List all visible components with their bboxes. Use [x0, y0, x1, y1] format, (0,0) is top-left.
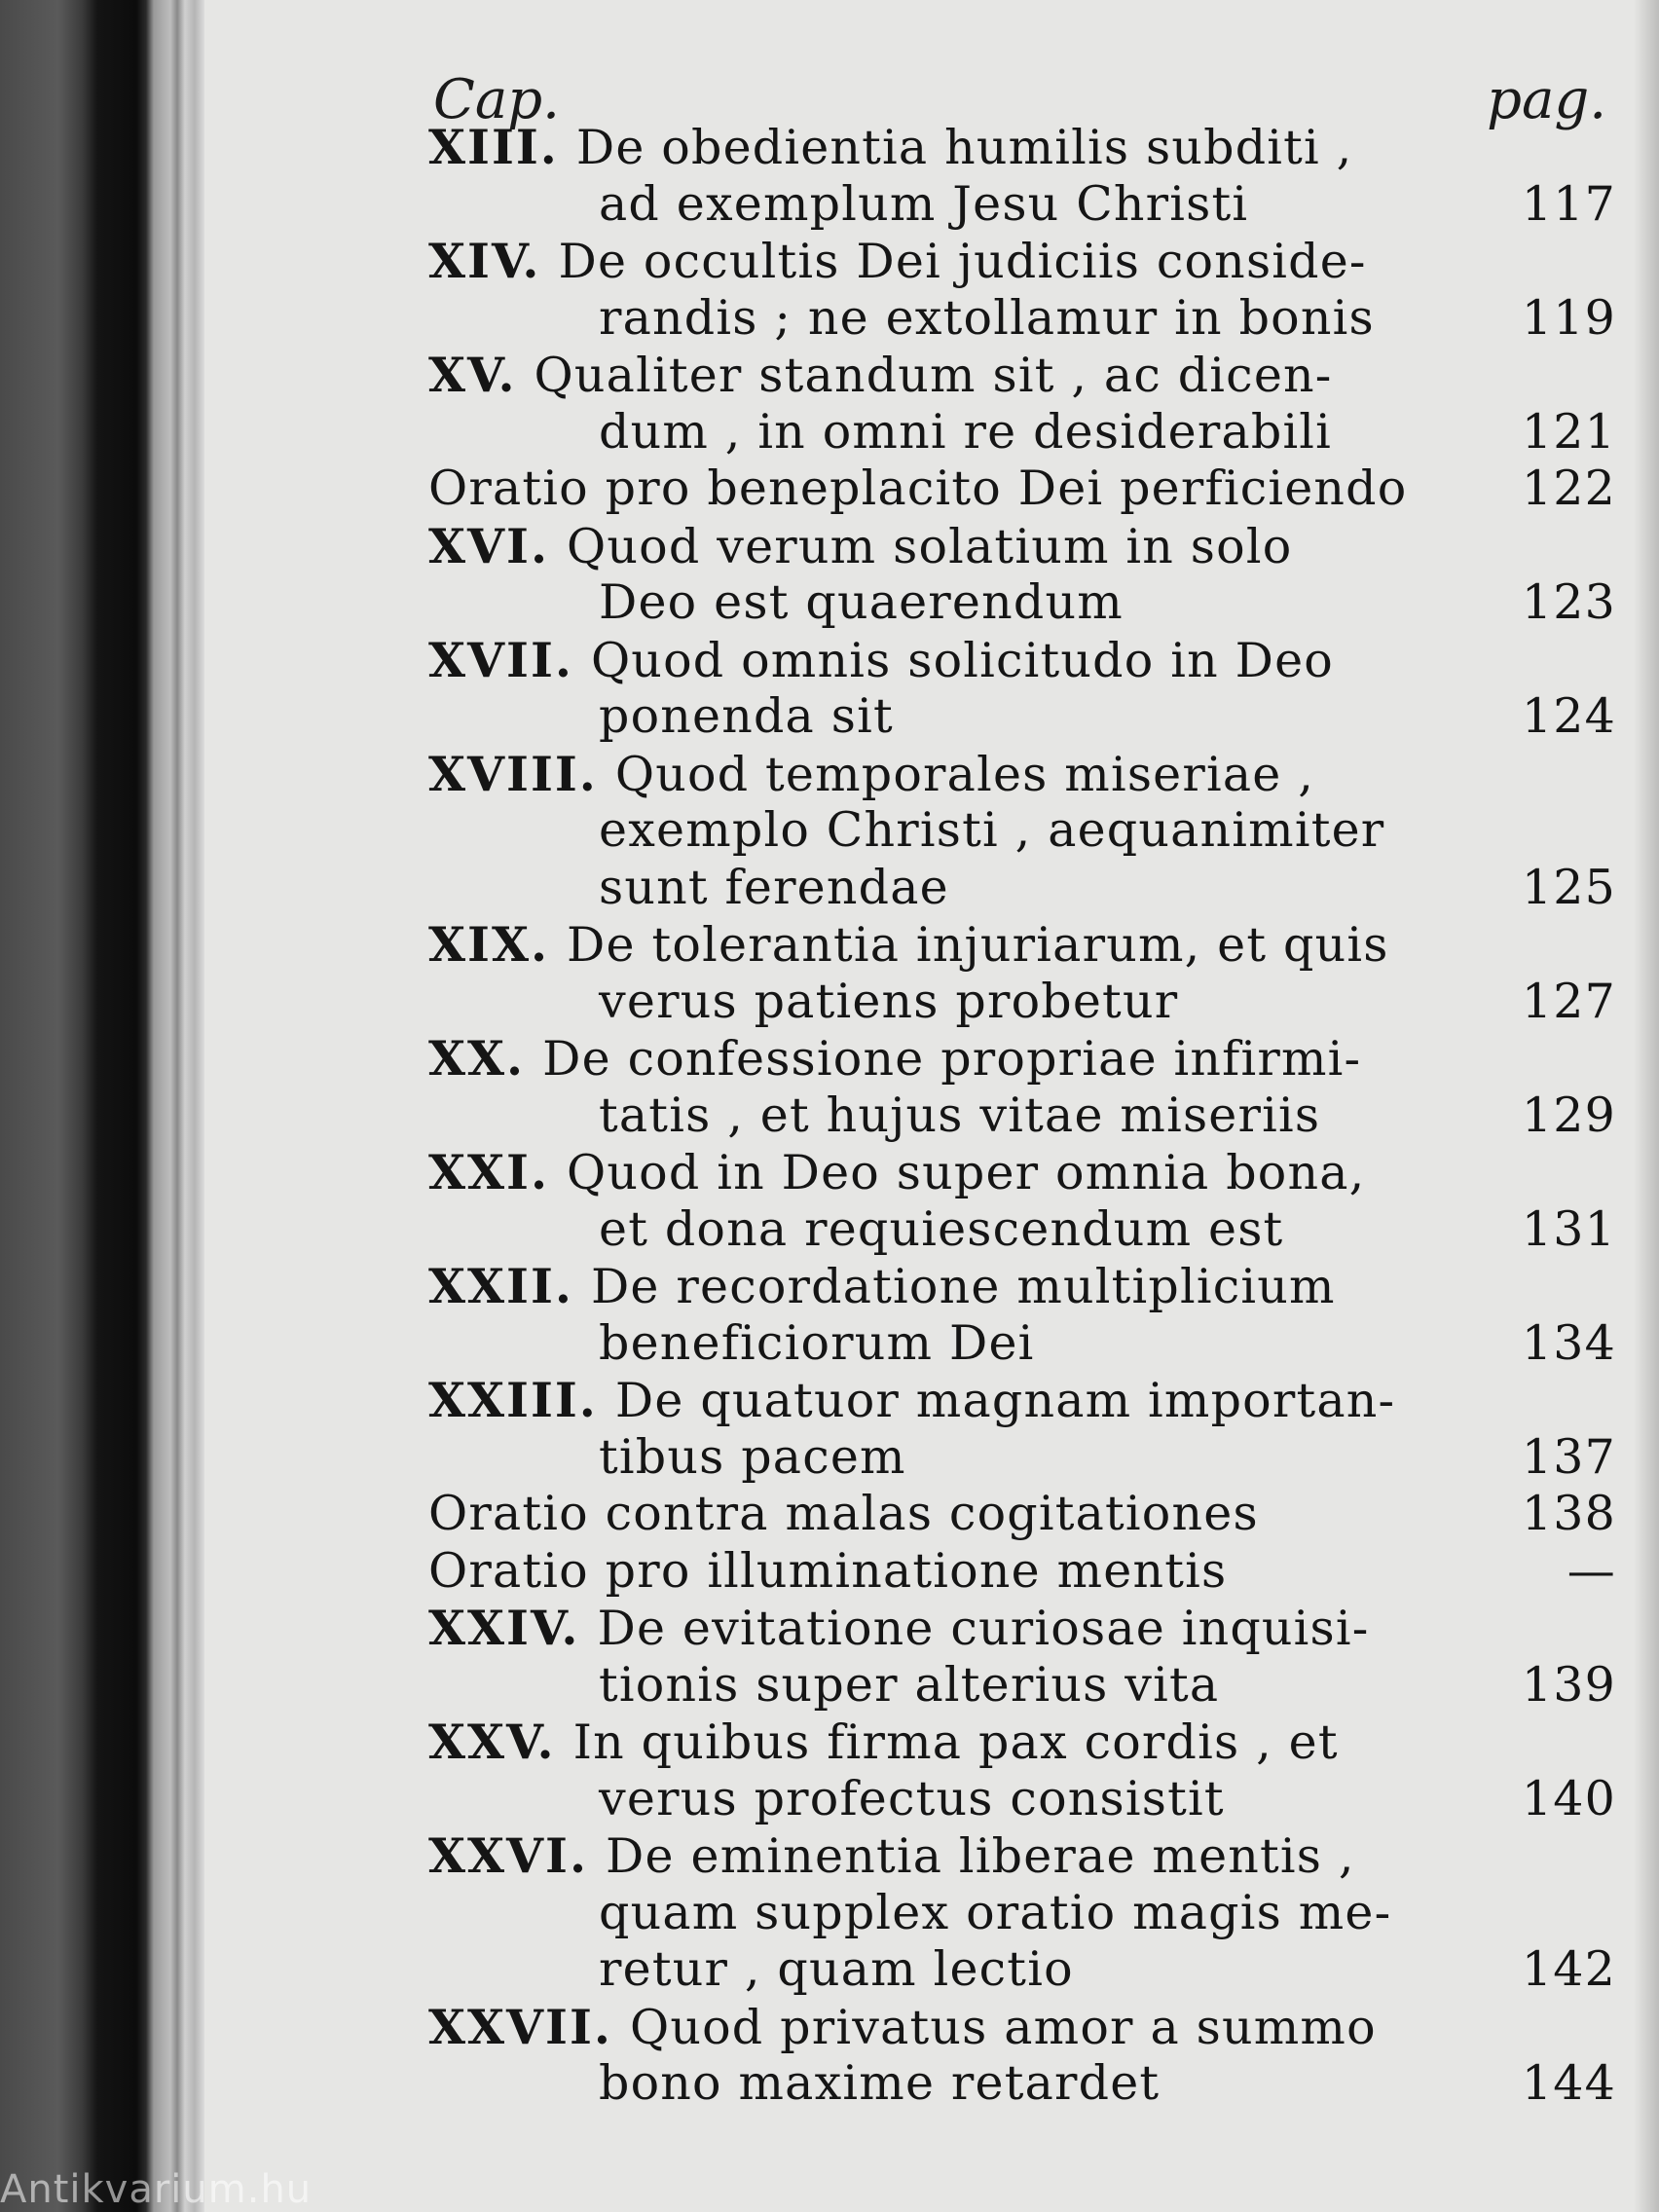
toc-line [428, 1315, 1616, 1373]
page-number: 124 [1521, 688, 1616, 744]
toc-entry-chapter [428, 119, 1616, 233]
toc-entry-chapter [428, 1258, 1616, 1372]
header-cap: Cap. [433, 68, 560, 131]
entry-title: tionis super alterius vita [599, 1656, 1220, 1713]
entry-title: Quod privatus amor a summo [629, 1999, 1377, 2055]
toc-line [428, 1827, 1616, 1885]
page-number: 129 [1521, 1087, 1616, 1143]
page-number: 121 [1521, 403, 1616, 460]
toc-line [428, 1088, 1616, 1145]
toc-line [428, 746, 1616, 803]
watermark: Antikvarium.hu [0, 2167, 313, 2212]
entry-title: Oratio pro illuminatione mentis [428, 1542, 1228, 1599]
page-number: 137 [1521, 1428, 1616, 1485]
toc-entry-chapter [428, 1144, 1616, 1258]
toc-line [428, 1030, 1616, 1088]
entry-title: exemplo Christi , aequanimiter [599, 802, 1385, 858]
chapter-number: XIV. [428, 233, 541, 289]
toc-line [428, 632, 1616, 689]
chapter-number: XXVII. [428, 1998, 612, 2055]
toc-line [428, 1144, 1616, 1201]
chapter-number: XIX. [428, 916, 550, 973]
chapter-number: XVI. [428, 517, 550, 574]
toc-entry-oratio [428, 1543, 1616, 1601]
toc-entry-chapter [428, 1600, 1616, 1714]
page-number: 122 [1521, 461, 1616, 516]
toc-entry-chapter [428, 1372, 1616, 1486]
chapter-number: XXIII. [428, 1372, 598, 1428]
toc-line [428, 688, 1616, 746]
toc-line [428, 404, 1616, 461]
page-number: 144 [1521, 2055, 1616, 2111]
toc-line [428, 347, 1616, 404]
toc-entry-chapter [428, 347, 1616, 461]
page-number: — [1567, 1542, 1616, 1599]
entry-title: randis ; ne extollamur in bonis [599, 289, 1375, 346]
entry-title: De occultis Dei judiciis conside- [558, 234, 1367, 289]
page-number: 119 [1521, 289, 1616, 346]
toc-line [428, 1885, 1616, 1942]
entry-title: De eminentia liberae mentis , [606, 1828, 1355, 1884]
entry-title: Quod verum solatium in solo [567, 518, 1293, 574]
entry-title: Deo est quaerendum [599, 574, 1124, 630]
page-number: 127 [1521, 973, 1616, 1029]
entry-title: De evitatione curiosae inquisi- [597, 1601, 1370, 1656]
chapter-number: XXII. [428, 1258, 573, 1314]
toc-line [428, 119, 1616, 176]
toc-line [428, 1941, 1616, 1999]
toc-entry-chapter [428, 518, 1616, 632]
page-number: 138 [1521, 1486, 1616, 1541]
toc-entry-chapter [428, 632, 1616, 746]
chapter-number: XVII. [428, 631, 573, 688]
chapter-number: XV. [428, 347, 517, 403]
entry-title: beneficiorum Dei [599, 1314, 1035, 1371]
chapter-number: XXIV. [428, 1600, 580, 1656]
toc-line [428, 461, 1616, 518]
toc-line [428, 802, 1616, 860]
toc-line [428, 1999, 1616, 2056]
entry-title: et dona requiescendum est [599, 1200, 1284, 1257]
entry-title: verus profectus consistit [599, 1770, 1225, 1826]
entry-title: Quod temporales miseriae , [614, 746, 1315, 802]
chapter-number: XIII. [428, 119, 559, 175]
page-number: 134 [1521, 1314, 1616, 1371]
toc-line [428, 574, 1616, 632]
toc-entry-chapter [428, 1827, 1616, 1999]
entry-title: dum , in omni re desiderabili [599, 403, 1333, 460]
toc-entry-chapter [428, 233, 1616, 347]
toc-line [428, 1486, 1616, 1543]
chapter-number: XVIII. [428, 745, 598, 802]
entry-title: bono maxime retardet [599, 2055, 1161, 2111]
chapter-number: XXV. [428, 1714, 556, 1770]
entry-title: De confessione propriae infirmi- [542, 1031, 1362, 1087]
toc-line [428, 1201, 1616, 1259]
entry-title: Quod omnis solicitudo in Deo [590, 632, 1335, 688]
toc-entry-chapter [428, 746, 1616, 917]
toc-entry-chapter [428, 1714, 1616, 1827]
book-binding-edge [0, 0, 204, 2212]
toc-line [428, 2055, 1616, 2113]
toc-entry-oratio [428, 1486, 1616, 1543]
entry-title: verus patiens probetur [599, 973, 1179, 1029]
toc-line [428, 1600, 1616, 1657]
toc-line [428, 1657, 1616, 1714]
toc-line [428, 1258, 1616, 1315]
toc-line [428, 1543, 1616, 1601]
page-number: 123 [1521, 574, 1616, 630]
entry-title: tibus pacem [599, 1428, 906, 1485]
page-number: 142 [1521, 1941, 1616, 1997]
toc-line [428, 176, 1616, 234]
entry-title: ad exemplum Jesu Christi [599, 175, 1249, 232]
entry-title: sunt ferendae [599, 859, 949, 915]
toc-line [428, 916, 1616, 974]
toc-entry-chapter [428, 1999, 1616, 2113]
toc-line [428, 1429, 1616, 1487]
table-of-contents [428, 119, 1616, 2113]
toc-line [428, 1771, 1616, 1828]
page-number: 140 [1521, 1770, 1616, 1826]
entry-title: Qualiter standum sit , ac dicen- [534, 348, 1333, 403]
chapter-number: XXI. [428, 1144, 550, 1200]
toc-line [428, 860, 1616, 917]
page-number: 131 [1521, 1200, 1616, 1257]
chapter-number: XXVI. [428, 1827, 589, 1884]
entry-title: De obedientia humilis subditi , [575, 120, 1353, 175]
chapter-number: XX. [428, 1030, 526, 1087]
entry-title: Quod in Deo super omnia bona, [567, 1145, 1366, 1200]
entry-title: De quatuor magnam importan- [614, 1373, 1396, 1428]
toc-line [428, 1714, 1616, 1771]
toc-line [428, 518, 1616, 575]
page-number: 125 [1521, 859, 1616, 915]
page-number: 139 [1521, 1656, 1616, 1713]
toc-entry-oratio [428, 461, 1616, 518]
entry-title: retur , quam lectio [599, 1941, 1074, 1997]
entry-title: tatis , et hujus vitae miseriis [599, 1087, 1321, 1143]
toc-line [428, 1372, 1616, 1429]
entry-title: In quibus firma pax cordis , et [572, 1714, 1339, 1770]
page-shadow [1634, 0, 1659, 2212]
entry-title: De recordatione multiplicium [590, 1259, 1336, 1314]
toc-line [428, 290, 1616, 348]
entry-title: Oratio pro beneplacito Dei perficiendo [428, 461, 1408, 516]
toc-line [428, 233, 1616, 290]
entry-title: De tolerantia injuriarum, et quis [567, 917, 1389, 973]
entry-title: quam supplex oratio magis me- [599, 1884, 1392, 1940]
header-pag: pag. [1487, 68, 1606, 131]
toc-entry-chapter [428, 1030, 1616, 1144]
page-number: 117 [1521, 175, 1616, 232]
toc-entry-chapter [428, 916, 1616, 1030]
entry-title: ponenda sit [599, 688, 894, 744]
entry-title: Oratio contra malas cogitationes [428, 1486, 1259, 1541]
toc-line [428, 974, 1616, 1031]
